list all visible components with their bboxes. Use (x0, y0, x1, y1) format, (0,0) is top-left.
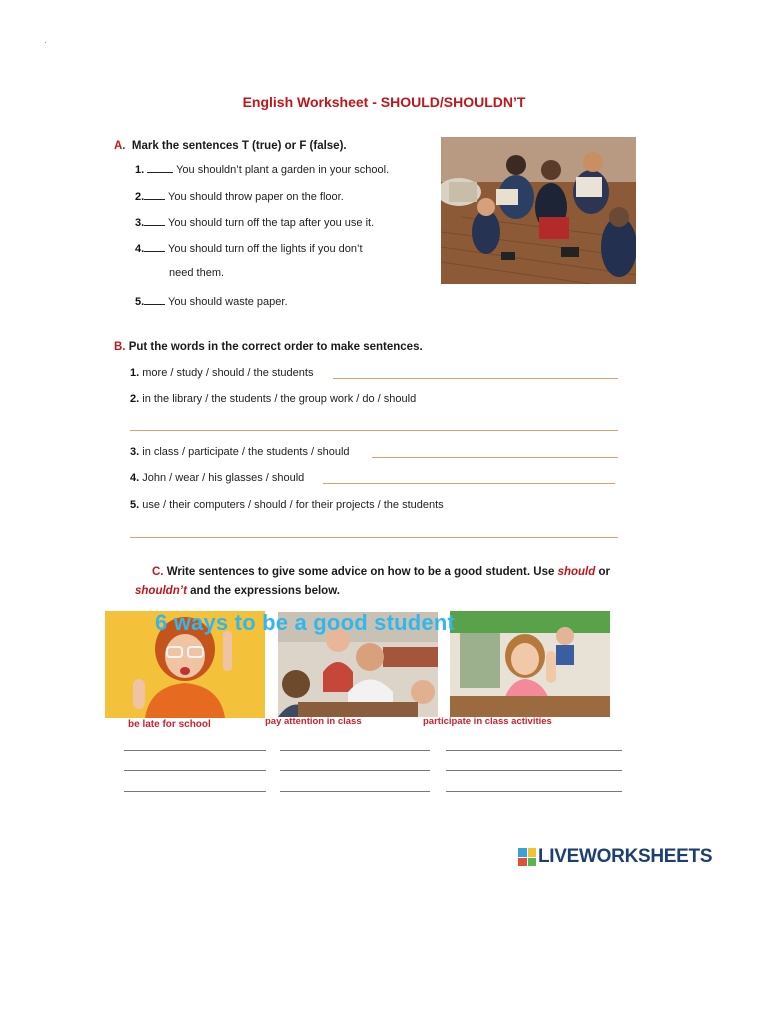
section-a-letter: A. (114, 140, 126, 152)
answer-blank[interactable] (144, 215, 165, 226)
answer-blank[interactable] (147, 162, 173, 173)
b-item-number: 3. (130, 446, 140, 458)
answer-blank[interactable] (144, 241, 165, 252)
section-c-instruction-2: and the expressions below. (186, 585, 340, 597)
shouldnt-word: shouldn’t (135, 585, 187, 597)
b-item-1 (130, 367, 313, 379)
b-item-5 (130, 499, 444, 511)
writing-line[interactable] (280, 750, 430, 751)
section-c-heading-line2 (135, 585, 340, 597)
section-c-heading (152, 566, 652, 578)
writing-line[interactable] (124, 750, 266, 751)
b-item-text: use / their computers / should / for their projects / the students (142, 499, 444, 511)
a-item-2 (135, 189, 344, 203)
b-item-number: 1. (130, 367, 140, 379)
answer-line[interactable] (130, 537, 618, 538)
a-item-text: You shouldn’t plant a garden in your school. (176, 164, 390, 176)
writing-line[interactable] (124, 770, 266, 771)
section-a-instruction: Mark the sentences T (true) or F (false). (131, 140, 347, 152)
caption-late-for-school: be late for school (128, 719, 211, 730)
a-item-number: 4. (135, 243, 145, 255)
b-item-3 (130, 446, 350, 458)
answer-blank[interactable] (144, 189, 165, 200)
b-item-number: 2. (130, 393, 140, 405)
b-item-2 (130, 393, 416, 405)
section-b-heading (114, 341, 423, 353)
page-title: English Worksheet - SHOULD/SHOULDN’T (242, 94, 526, 110)
a-item-1 (135, 162, 389, 176)
a-item-5 (135, 294, 288, 308)
writing-line[interactable] (280, 770, 430, 771)
a-item-text: need them. (169, 267, 225, 279)
a-item-text: You should waste paper. (168, 296, 288, 308)
writing-line[interactable] (446, 750, 622, 751)
logo-text: LIVEWORKSHEETS (538, 846, 713, 867)
a-item-number: 5. (135, 296, 145, 308)
a-item-number: 1. (135, 164, 145, 176)
section-c-instruction-1: Write sentences to give some advice on how to be a good student. Use (166, 566, 558, 578)
speck (45, 42, 46, 43)
b-item-text: John / wear / his glasses / should (142, 472, 305, 484)
girl-participating-photo (450, 611, 610, 717)
b-item-text: in the library / the students / the group work / do / should (142, 393, 417, 405)
section-c-letter: C. (152, 566, 164, 578)
caption-pay-attention: pay attention in class (265, 716, 362, 727)
caption-participate: participate in class activities (423, 716, 552, 727)
b-item-text: more / study / should / the students (142, 367, 314, 379)
writing-line[interactable] (446, 770, 622, 771)
b-item-number: 5. (130, 499, 140, 511)
or-word: or (595, 566, 610, 578)
answer-blank[interactable] (144, 294, 165, 305)
logo-mark-icon (518, 848, 536, 866)
a-item-4 (135, 241, 363, 255)
answer-line[interactable] (323, 483, 615, 484)
students-reading-photo (441, 137, 636, 284)
answer-line[interactable] (333, 378, 618, 379)
a-item-3 (135, 215, 374, 229)
b-item-4 (130, 472, 304, 484)
section-a-heading (114, 140, 347, 152)
section-b-letter: B. (114, 341, 126, 353)
b-item-text: in class / participate / the students / should (142, 446, 350, 458)
a-item-text: You should turn off the tap after you use it. (168, 217, 375, 229)
answer-line[interactable] (372, 457, 618, 458)
should-word: should (557, 566, 596, 578)
a-item-number: 3. (135, 217, 145, 229)
writing-line[interactable] (446, 791, 622, 792)
writing-line[interactable] (280, 791, 430, 792)
a-item-number: 2. (135, 191, 145, 203)
answer-line[interactable] (130, 430, 618, 431)
a-item-4-continued (169, 267, 224, 279)
liveworksheets-logo[interactable] (518, 846, 712, 868)
a-item-text: You should throw paper on the floor. (168, 191, 344, 203)
a-item-text: You should turn off the lights if you don’t (168, 243, 363, 255)
section-b-instruction: Put the words in the correct order to make sentences. (128, 341, 423, 353)
banner-title: 6 ways to be a good student (155, 610, 455, 635)
b-item-number: 4. (130, 472, 140, 484)
writing-line[interactable] (124, 791, 266, 792)
